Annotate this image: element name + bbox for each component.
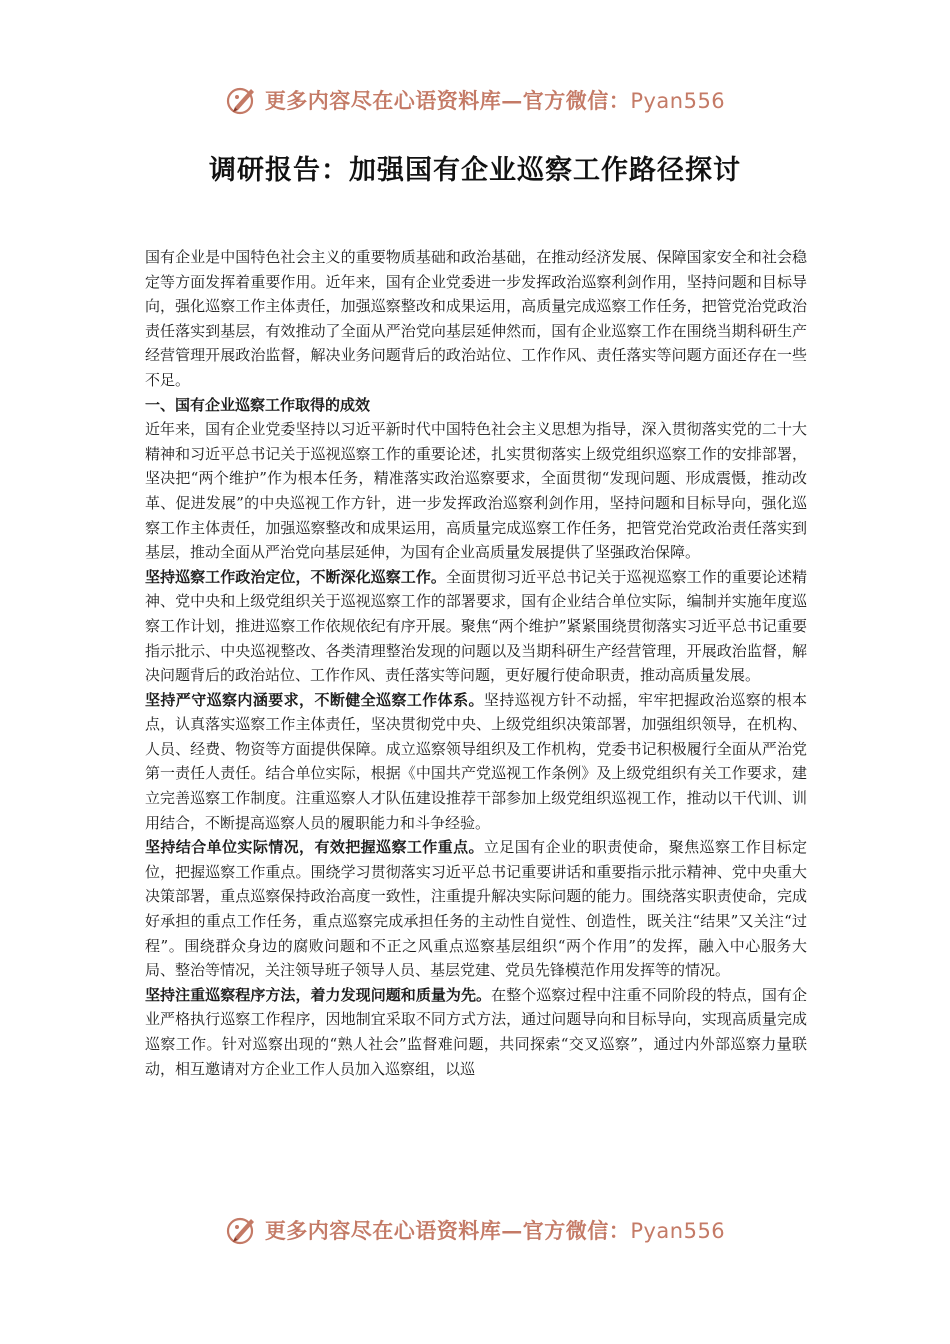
point-paragraph (145, 688, 807, 836)
point-lead: 坚持结合单位实际情况，有效把握巡察工作重点。 (145, 838, 484, 857)
banner-text: 更多内容尽在心语资料库—官方微信：Pyan556 (264, 88, 726, 113)
point-body: 全面贯彻习近平总书记关于巡视巡察工作的重要论述精神、党中央和上级党组织关于巡视巡察工作的部署要求，国有企业结合单位实际，编制并实施年度巡察工作计划，推进巡察工作依规依纪有序开展。聚焦“两个维护”紧紧围绕贯彻落实习近平总书记重要指示批示、中央巡视整改、各类清理整治发现的问题以及当期科研生产经营管理，开展政治监督，解决问题背后的政治站位、工作作风、责任落实等问题，更好履行使命职责，推动高质量发展。 (145, 567, 807, 685)
point-lead: 坚持严守巡察内涵要求，不断健全巡察工作体系。 (145, 690, 484, 709)
section-heading: 一、国有企业巡察工作取得的成效 (145, 395, 371, 414)
section-paragraph: 近年来，国有企业党委坚持以习近平新时代中国特色社会主义思想为指导，深入贯彻落实党的二十大精神和习近平总书记关于巡视巡察工作的重要论述，扎实贯彻落实上级党组织巡察工作的安排部署，坚决把“两个维护”作为根本任务，精准落实政治巡察要求，全面贯彻“发现问题、形成震慑，推动改革、促进发展”的中央巡视工作方针，进一步发挥政治巡察利剑作用，坚持问题和目标导向，强化巡察工作主体责任，加强巡察整改和成果运用，高质量完成巡察工作任务，把管党治党政治责任落实到基层，推动全面从严治党向基层延伸，为国有企业高质量发展提供了坚强政治保障。 (145, 420, 807, 562)
footer-banner (0, 1210, 950, 1250)
point-paragraph (145, 835, 807, 983)
document-body (145, 245, 807, 1081)
wechat-id: Pyan556 (630, 1219, 726, 1243)
point-paragraph (145, 565, 807, 688)
header-banner (0, 80, 950, 120)
point-body: 在整个巡察过程中注重不同阶段的特点，国有企业严格执行巡察工作程序，因地制宜采取不同方式方法，通过问题导向和目标导向，实现高质量完成巡察工作。针对巡察出现的“熟人社会”监督难问题，共同探索“交叉巡察”，通过内外部巡察力量联动，相互邀请对方企业工作人员加入巡察组，以巡 (145, 985, 807, 1078)
point-lead: 坚持注重巡察程序方法，着力发现问题和质量为先。 (145, 985, 492, 1004)
point-body: 坚持巡视方针不动摇，牢牢把握政治巡察的根本点，认真落实巡察工作主体责任，坚决贯彻党中央、上级党组织决策部署，加强组织领导，在机构、人员、经费、物资等方面提供保障。成立巡察领导组织及工作机构，党委书记积极履行全面从严治党第一责任人责任。结合单位实际，根据《中国共产党巡视工作条例》及上级党组织有关工作要求，建立完善巡察工作制度。注重巡察人才队伍建设推荐干部参加上级党组织巡视工作，推动以干代训、训用结合，不断提高巡察人员的履职能力和斗争经验。 (145, 690, 807, 832)
point-lead: 坚持巡察工作政治定位，不断深化巡察工作。 (145, 567, 446, 586)
point-paragraph (145, 983, 807, 1081)
point-body: 立足国有企业的职责使命，聚焦巡察工作目标定位，把握巡察工作重点。围绕学习贯彻落实习近平总书记重要讲话和重要指示批示精神、党中央重大决策部署，重点巡察保持政治高度一致性，注重提升解决实际问题的能力。围绕落实职责使命，完成好承担的重点工作任务，重点巡察完成承担任务的主动性自觉性、创造性，既关注“结果”又关注“过程”。围绕群众身边的腐败问题和不正之风重点巡察基层组织“两个作用”的发挥，融入中心服务大局、整治等情况，关注领导班子领导人员、基层党建、党员先锋模范作用发挥等的情况。 (145, 838, 807, 980)
banner-text: 更多内容尽在心语资料库—官方微信：Pyan556 (264, 1218, 726, 1243)
pen-logo-icon (225, 83, 259, 117)
intro-paragraph: 国有企业是中国特色社会主义的重要物质基础和政治基础，在推动经济发展、保障国家安全和社会稳定等方面发挥着重要作用。近年来，国有企业党委进一步发挥政治巡察利剑作用，坚持问题和目标导向，强化巡察工作主体责任，加强巡察整改和成果运用，高质量完成巡察工作任务，把管党治党政治责任落实到基层，有效推动了全面从严治党向基层延伸然而，国有企业巡察工作在围绕当期科研生产经营管理开展政治监督，解决业务问题背后的政治站位、工作作风、责任落实等问题方面还存在一些不足。 (145, 248, 807, 389)
document-title: 调研报告：加强国有企业巡察工作路径探讨 (209, 155, 741, 186)
wechat-id: Pyan556 (630, 89, 726, 113)
pen-logo-icon (225, 1213, 259, 1247)
